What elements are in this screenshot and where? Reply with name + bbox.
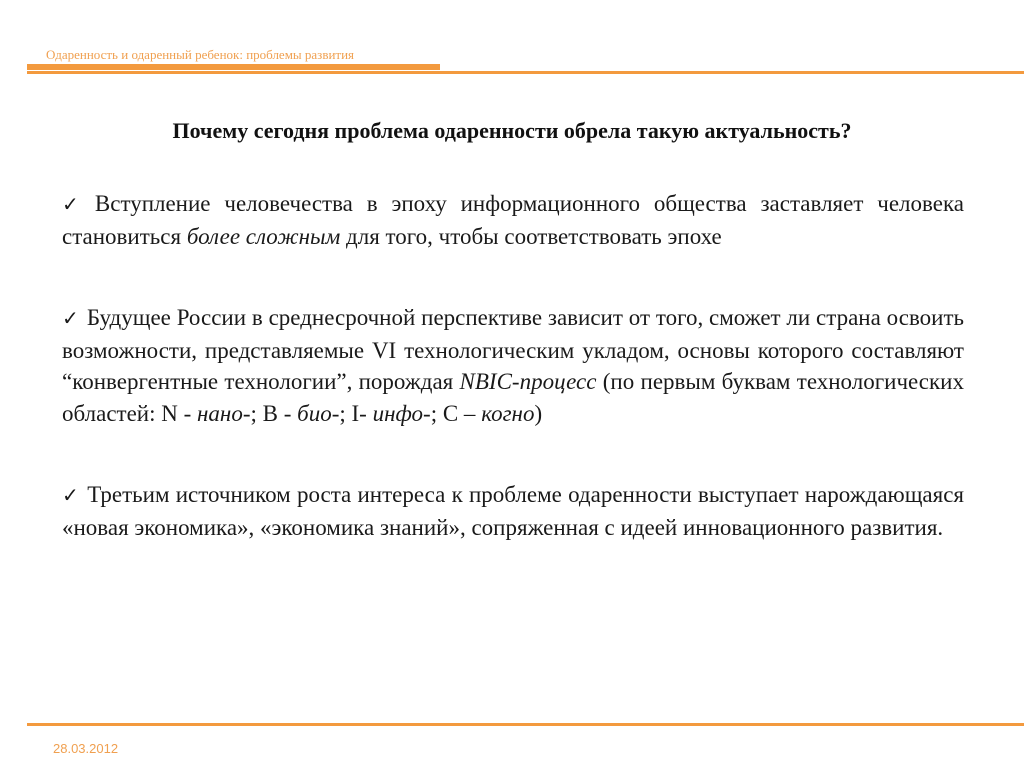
- bullet-2-text-b: (по первым буквам технологических областей: N -: [62, 369, 964, 426]
- bullet-2-text-d: ; I-: [339, 400, 373, 426]
- bullet-2-text-c: ; В -: [250, 400, 298, 426]
- check-icon: ✓: [62, 483, 80, 507]
- bullet-2-nbic: NBIC-процесс: [459, 369, 597, 394]
- bullet-item-3: [62, 479, 964, 543]
- bullet-1-emphasis: более сложным: [186, 223, 341, 249]
- bullet-3-text: Третьим источником роста интереса к проблеме одаренности выступает нарождающаяся «новая экономика», «экономика знаний», сопряженная с идеей инновационного развития.: [62, 482, 964, 540]
- header-accent-tab: [27, 64, 440, 70]
- bullet-2-nano: нано-: [197, 400, 251, 426]
- header-divider: [27, 71, 1024, 74]
- bullet-2-cogno: когно: [481, 400, 535, 426]
- slide-date: 28.03.2012: [53, 741, 119, 756]
- bullet-item-1: [62, 188, 964, 252]
- bullet-1-text-b: для того, чтобы соответствовать эпохе: [340, 223, 722, 249]
- presentation-title: Одаренность и одаренный ребенок: проблемы развития: [46, 47, 355, 62]
- check-icon: ✓: [62, 306, 79, 330]
- bullet-1-text-a: Вступление человечества в эпоху информационного общества заставляет человека становиться: [62, 191, 964, 249]
- slide-heading: Почему сегодня проблема одаренности обрела такую актуальность?: [172, 118, 852, 143]
- bullet-2-bio: био-: [297, 400, 340, 426]
- bullet-item-2: [62, 302, 964, 429]
- bullet-2-text-a: Будущее России в среднесрочной перспективе зависит от того, сможет ли страна освоить возможности, представляемые VI технологическим укладом, основы которого составляют “конвергентные технологии”, порождая: [62, 305, 964, 394]
- bullet-list: [62, 188, 964, 593]
- bullet-2-text-e: ; С –: [430, 400, 482, 426]
- footer-divider: [27, 723, 1024, 726]
- bullet-2-info: инфо-: [372, 400, 431, 426]
- bullet-2-text-f: ): [534, 400, 543, 426]
- check-icon: ✓: [62, 192, 87, 216]
